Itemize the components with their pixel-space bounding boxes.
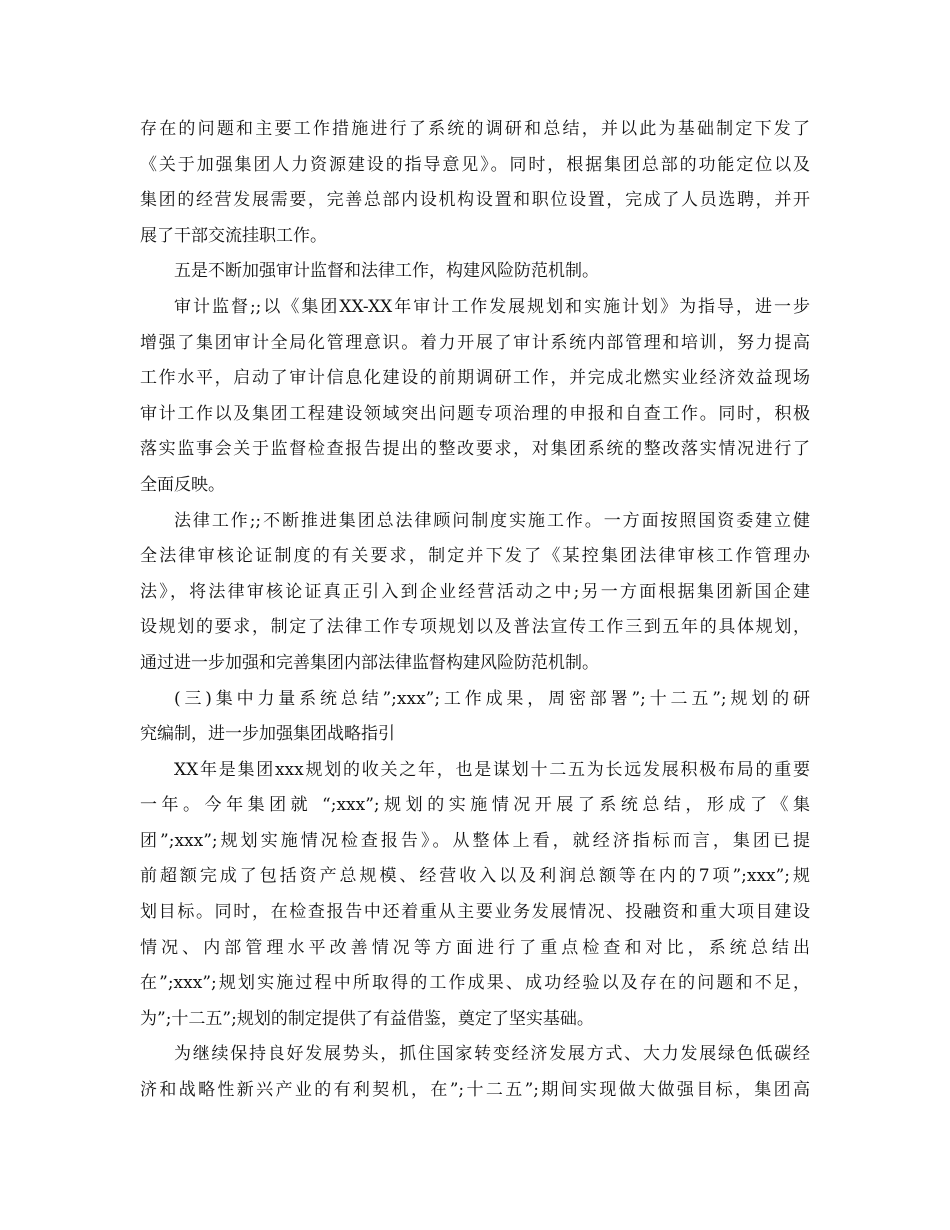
text-line: 前超额完成了包括资产总规模、经营收入以及利润总额等在内的7项”;xxx”;规 (140, 866, 810, 887)
text-line: 全面反映。 (140, 474, 225, 495)
text-line: 济和战略性新兴产业的有利契机，在”;十二五”;期间实现做大做强目标，集团高 (140, 1080, 810, 1101)
text-line: 工作水平，启动了审计信息化建设的前期调研工作，并完成北燃实业经济效益现场 (140, 368, 810, 389)
text-line: 展了干部交流挂职工作。 (140, 225, 327, 246)
document-body (140, 112, 810, 1109)
text-line: 增强了集团审计全局化管理意识。着力开展了审计系统内部管理和培训，努力提高 (140, 332, 810, 353)
text-line: 全法律审核论证制度的有关要求，制定并下发了《某控集团法律审核工作管理办 (140, 546, 810, 567)
text-line: 审计工作以及集团工程建设领域突出问题专项治理的申报和自查工作。同时，积极 (140, 403, 810, 424)
text-line: 究编制，进一步加强集团战略指引 (140, 724, 395, 745)
text-line: 通过进一步加强和完善集团内部法律监督构建风险防范机制。 (140, 652, 599, 673)
text-line: 落实监事会关于监督检查报告提出的整改要求，对集团系统的整改落实情况进行了 (140, 439, 810, 460)
text-line: 五是不断加强审计监督和法律工作，构建风险防范机制。 (174, 261, 599, 282)
text-line: 在”;xxx”;规划实施过程中所取得的工作成果、成功经验以及存在的问题和不足， (140, 973, 810, 994)
text-line: (三)集中力量系统总结”;xxx”;工作成果，周密部署”;十二五”;规划的研 (174, 688, 810, 709)
text-line: 为继续保持良好发展势头，抓住国家转变经济发展方式、大力发展绿色低碳经 (174, 1044, 810, 1065)
text-line: 划目标。同时，在检查报告中还着重从主要业务发展情况、投融资和重大项目建设 (140, 902, 810, 923)
text-line: 情况、内部管理水平改善情况等方面进行了重点检查和对比，系统总结出 (140, 937, 810, 958)
text-line: XX年是集团xxx规划的收关之年，也是谋划十二五为长远发展积极布局的重要 (174, 759, 810, 780)
text-line: 团”;xxx”;规划实施情况检查报告》。从整体上看，就经济指标而言，集团已提 (140, 830, 810, 851)
text-line: 存在的问题和主要工作措施进行了系统的调研和总结，并以此为基础制定下发了 (140, 119, 810, 139)
text-line: 一年。今年集团就 “;xxx”;规划的实施情况开展了系统总结，形成了《集 (140, 795, 810, 816)
text-line: 设规划的要求，制定了法律工作专项规划以及普法宣传工作三到五年的具体规划， (140, 617, 810, 638)
text-line: 集团的经营发展需要，完善总部内设机构设置和职位设置，完成了人员选聘，并开 (140, 190, 810, 211)
text-line: 《关于加强集团人力资源建设的指导意见》。同时，根据集团总部的功能定位以及 (140, 154, 810, 175)
text-line: 法律工作;;不断推进集团总法律顾问制度实施工作。一方面按照国资委建立健 (174, 510, 810, 531)
text-line: 法》，将法律审核论证真正引入到企业经营活动之中;另一方面根据集团新国企建 (140, 581, 810, 602)
text-line: 审计监督;;以《集团XX-XX年审计工作发展规划和实施计划》为指导，进一步 (174, 296, 810, 317)
text-line: 为”;十二五”;规划的制定提供了有益借鉴，奠定了坚实基础。 (140, 1008, 594, 1029)
